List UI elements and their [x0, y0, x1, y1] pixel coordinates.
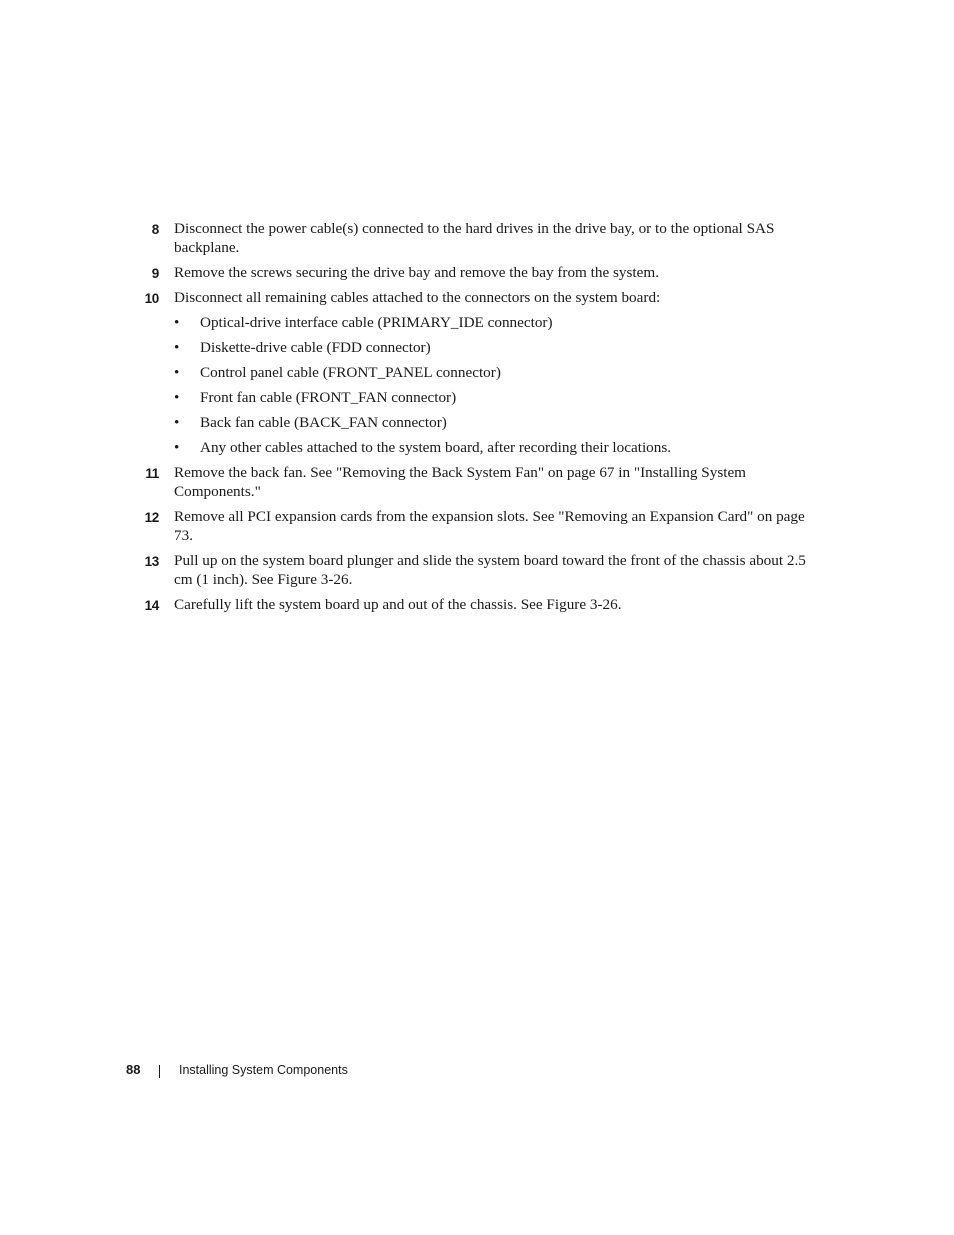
footer-divider [159, 1065, 160, 1078]
step-text: Remove the back fan. See "Removing the Back System Fan" on page 67 in "Installing System Components." [174, 464, 747, 500]
step-text: Remove the screws securing the drive bay and remove the bay from the system. [174, 264, 660, 281]
list-item [0, 388, 954, 407]
step-text: Pull up on the system board plunger and slide the system board toward the front of the chassis about 2.5 cm (1 inch). See Figure 3-26. [174, 552, 806, 588]
list-item-text: Back fan cable (BACK_FAN connector) [200, 414, 447, 431]
step-text: Remove all PCI expansion cards from the expansion slots. See "Removing an Expansion Card" on page 73. [174, 508, 805, 544]
step-number: 11 [145, 466, 159, 481]
list-item [0, 363, 954, 382]
procedure-content [0, 219, 954, 620]
step-item [0, 463, 806, 501]
step-number: 10 [144, 291, 159, 306]
step-item [0, 219, 806, 257]
step-text: Disconnect the power cable(s) connected to the hard drives in the drive bay, or to the optional SAS backplane. [174, 220, 775, 256]
step-text: Disconnect all remaining cables attached to the connectors on the system board: [174, 289, 661, 306]
list-item-text: Any other cables attached to the system board, after recording their locations. [200, 439, 672, 456]
step-item [0, 595, 806, 614]
bullet-icon: • [174, 439, 180, 456]
list-item [0, 413, 954, 432]
bullet-icon: • [174, 414, 180, 431]
step-item [0, 507, 806, 545]
list-item [0, 313, 954, 332]
list-item-text: Optical-drive interface cable (PRIMARY_IDE connector) [200, 314, 553, 331]
bullet-icon: • [174, 364, 180, 381]
step-number: 14 [144, 598, 159, 613]
list-item-text: Diskette-drive cable (FDD connector) [200, 339, 431, 356]
list-item [0, 338, 954, 357]
step-text: Carefully lift the system board up and out of the chassis. See Figure 3-26. [174, 596, 622, 613]
bullet-icon: • [174, 314, 180, 331]
list-item-text: Front fan cable (FRONT_FAN connector) [200, 389, 457, 406]
footer-section-title: Installing System Components [179, 1063, 348, 1077]
page-number: 88 [126, 1062, 141, 1077]
bullet-icon: • [174, 339, 180, 356]
step-number: 8 [151, 222, 159, 237]
step-item [0, 263, 806, 282]
bullet-icon: • [174, 389, 180, 406]
step-item [0, 288, 806, 307]
step-number: 12 [144, 510, 159, 525]
list-item [0, 438, 954, 457]
page-footer [0, 1062, 954, 1080]
list-item-text: Control panel cable (FRONT_PANEL connector) [200, 364, 501, 381]
step-item [0, 551, 806, 589]
step-number: 9 [151, 266, 159, 281]
step-number: 13 [144, 554, 159, 569]
cable-list [0, 313, 954, 457]
